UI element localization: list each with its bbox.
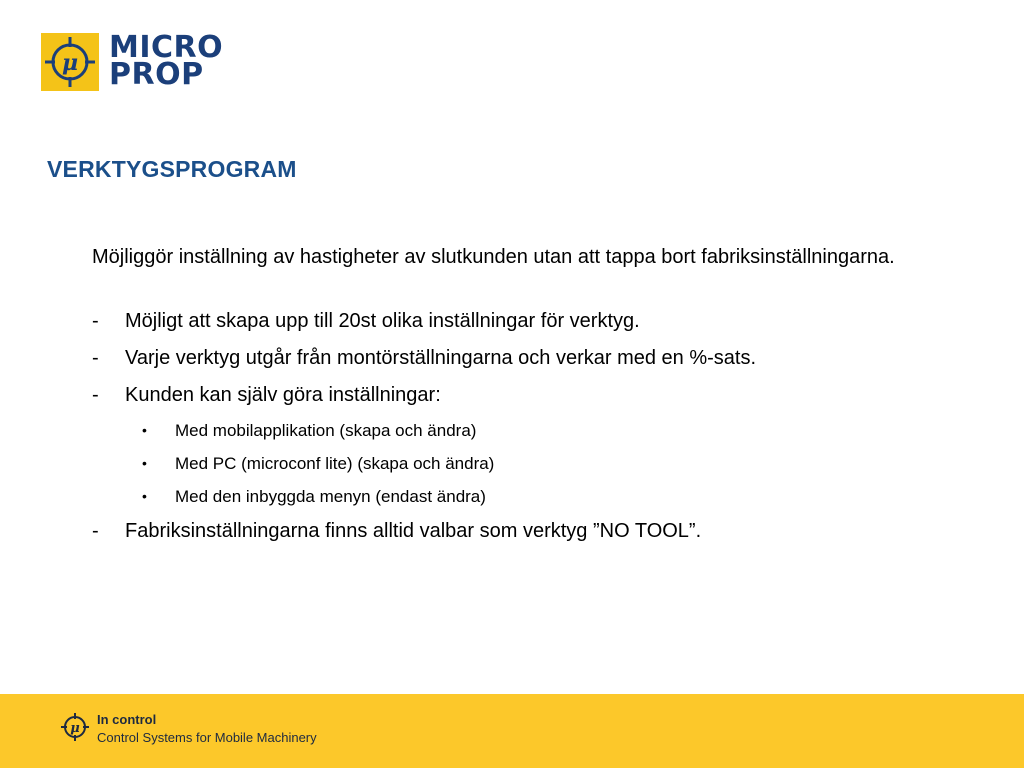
sublist-item [142,414,972,447]
micro-prop-logo-mark [41,33,99,91]
dash-list [92,303,972,414]
mu-crosshair-icon [41,33,99,91]
footer-tagline [97,711,317,747]
list-item [92,377,972,414]
sublist-item-text: Med PC (microconf lite) (skapa och ändra) [175,454,495,473]
logo-wordmark [109,30,224,92]
sublist-item-text: Med mobilapplikation (skapa och ändra) [175,421,477,440]
svg-text:μ: μ [70,721,80,736]
sublist-item [142,480,972,513]
footer-bar [0,694,1024,768]
dash-list-continued [92,513,972,550]
micro-prop-logo [41,30,256,95]
sublist-item-text: Med den inbyggda menyn (endast ändra) [175,487,486,506]
list-item-text: Varje verktyg utgår från montörställningarna och verkar med en %-sats. [125,347,757,369]
logo-wordmark-line1: MICRO [109,30,224,65]
logo-wordmark-line2: PROP [109,57,204,92]
bullet-marker: • [142,455,147,471]
dash-marker: - [92,384,99,406]
dash-marker: - [92,310,99,332]
list-item [92,303,972,340]
list-item [92,340,972,377]
dash-marker: - [92,520,99,542]
footer-tagline-line1: In control [97,712,157,727]
slide-body [92,242,972,550]
bullet-marker: • [142,422,147,438]
footer-tagline-line2: Control Systems for Mobile Machinery [97,730,317,745]
list-item-text: Kunden kan själv göra inställningar: [125,384,441,406]
svg-text:μ: μ [61,50,79,76]
bullet-marker: • [142,488,147,504]
list-item-text: Fabriksinställningarna finns alltid valbar som verktyg ”NO TOOL”. [125,520,702,542]
list-item-text: Möjligt att skapa upp till 20st olika inställningar för verktyg. [125,310,640,332]
intro-paragraph: Möjliggör inställning av hastigheter av slutkunden utan att tappa bort fabriksinställningarna. [92,246,895,268]
slide-title: VERKTYGSPROGRAM [47,156,297,182]
sublist-item [142,447,972,480]
bullet-sublist [92,414,972,513]
list-item [92,513,972,550]
dash-marker: - [92,347,99,369]
mu-crosshair-icon [60,712,90,742]
